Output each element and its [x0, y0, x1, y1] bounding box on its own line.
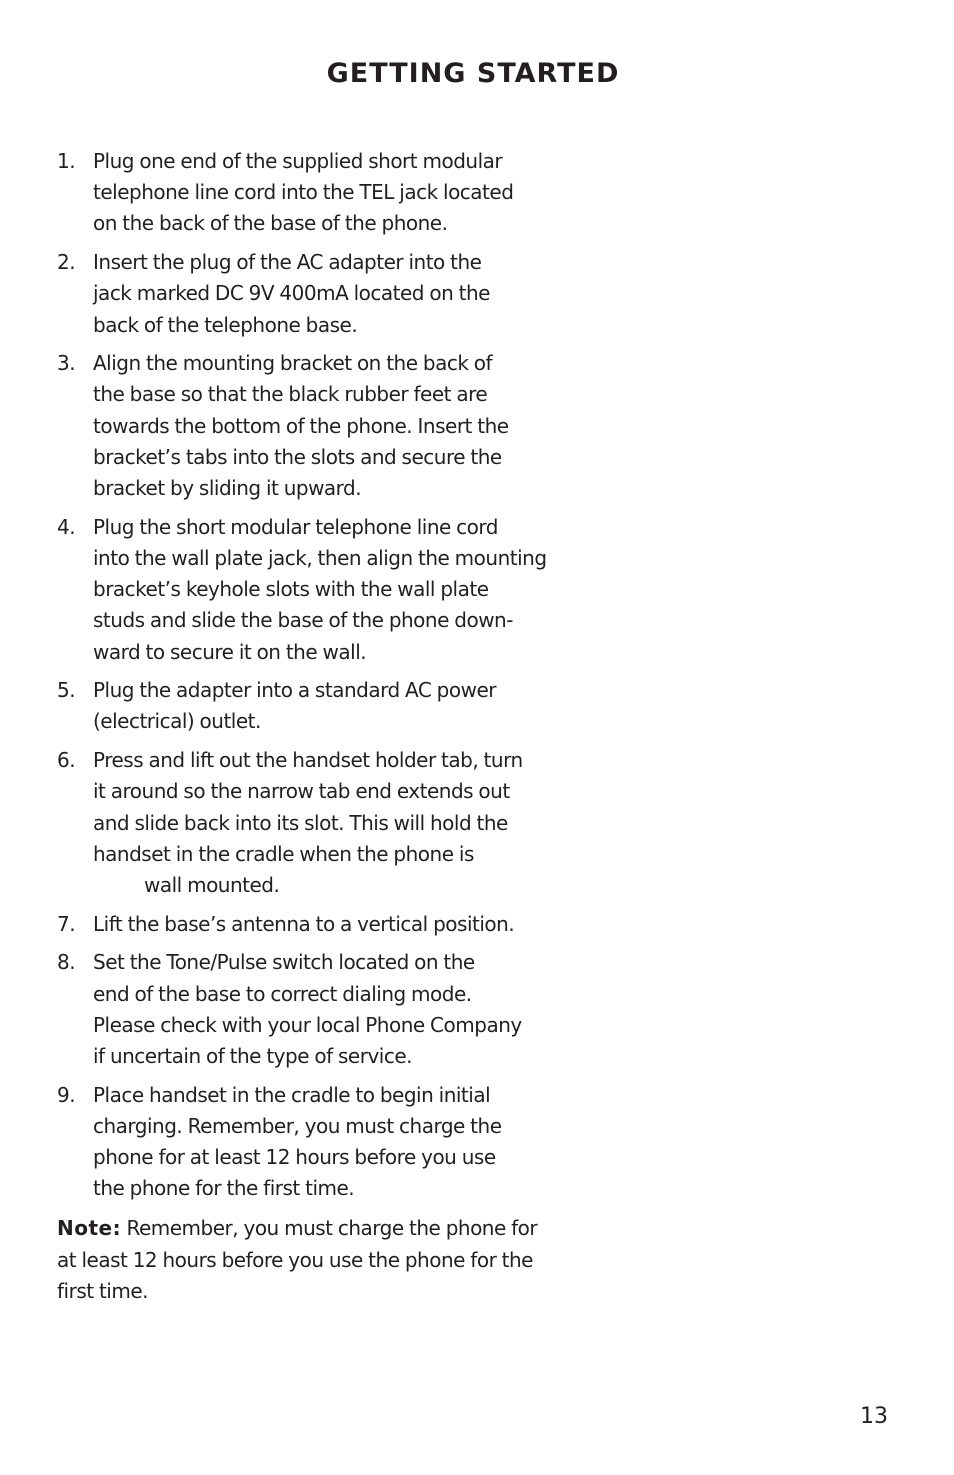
step-text-line: on the back of the base of the phone.: [93, 211, 448, 236]
step-text-line: Plug the short modular telephone line cord: [93, 514, 498, 539]
instruction-step-3: [57, 348, 577, 504]
step-text-line: Align the mounting bracket on the back of: [93, 351, 493, 376]
step-text-line: it around so the narrow tab end extends out: [93, 779, 510, 804]
note-text: Remember, you must charge the phone for: [121, 1216, 538, 1240]
note-label: Note:: [57, 1216, 122, 1240]
note-line: at least 12 hours before you use the phone for the: [57, 1247, 533, 1272]
step-text-line: back of the telephone base.: [93, 312, 358, 337]
instruction-step-4: [57, 512, 577, 668]
step-text-line: phone for at least 12 hours before you use: [93, 1145, 496, 1170]
step-text-line: the phone for the first time.: [93, 1176, 355, 1201]
instruction-step-5: [57, 675, 577, 737]
step-text-line: Plug the adapter into a standard AC power: [93, 678, 496, 703]
step-text-line: and slide back into its slot. This will hold the: [93, 810, 508, 835]
page-title: GETTING STARTED: [326, 58, 620, 89]
step-number: 6.: [57, 748, 76, 773]
step-text-line: telephone line cord into the TEL jack located: [93, 180, 514, 205]
step-number: 1.: [57, 149, 76, 173]
note-line: first time.: [57, 1279, 148, 1303]
instruction-step-7: [57, 909, 577, 940]
step-text-line: bracket by sliding it upward.: [93, 476, 362, 501]
step-text-line: (electrical) outlet.: [93, 709, 261, 734]
step-text-line: bracket’s tabs into the slots and secure the: [93, 444, 502, 469]
step-text-line: the base so that the black rubber feet are: [93, 382, 488, 407]
note-line: [57, 1213, 577, 1245]
step-text-line: Press and lift out the handset holder tab, turn: [93, 748, 523, 773]
instruction-step-2: [57, 247, 577, 341]
page-number: 13: [860, 1404, 888, 1429]
instruction-step-8: [57, 947, 577, 1072]
step-text-line: handset in the cradle when the phone is: [93, 841, 474, 866]
step-text-line: if uncertain of the type of service.: [93, 1043, 412, 1068]
step-number: 7.: [57, 911, 76, 936]
step-number: 5.: [57, 678, 76, 703]
step-text-line: charging. Remember, you must charge the: [93, 1113, 502, 1138]
step-number: 9.: [57, 1082, 76, 1107]
step-text-line: ward to secure it on the wall.: [93, 639, 367, 664]
step-text-line: towards the bottom of the phone. Insert the: [93, 413, 509, 438]
step-text-line: Place handset in the cradle to begin initial: [93, 1082, 491, 1107]
step-text-line: end of the base to correct dialing mode.: [93, 981, 472, 1006]
step-text-line: wall mounted.: [144, 872, 280, 897]
instruction-step-1: [57, 146, 577, 240]
step-text-line: Lift the base’s antenna to a vertical position.: [93, 911, 515, 936]
step-text-line: into the wall plate jack, then align the mounting: [93, 545, 547, 570]
step-text-line: Please check with your local Phone Company: [93, 1012, 522, 1037]
step-number: 2.: [57, 250, 76, 275]
instruction-step-9: [57, 1080, 577, 1205]
step-text-line: Plug one end of the supplied short modular: [93, 149, 503, 173]
step-number: 3.: [57, 351, 76, 376]
charging-note: [57, 1213, 577, 1308]
step-number: 8.: [57, 950, 76, 975]
step-text-line: jack marked DC 9V 400mA located on the: [93, 281, 490, 306]
step-text-line: bracket’s keyhole slots with the wall plate: [93, 577, 489, 602]
step-text-line: studs and slide the base of the phone down-: [93, 608, 513, 633]
step-text-line: Set the Tone/Pulse switch located on the: [93, 950, 475, 975]
step-number: 4.: [57, 514, 76, 539]
instruction-list: [57, 146, 577, 1212]
instruction-step-6: [57, 745, 577, 901]
step-text-line: Insert the plug of the AC adapter into the: [93, 250, 482, 275]
